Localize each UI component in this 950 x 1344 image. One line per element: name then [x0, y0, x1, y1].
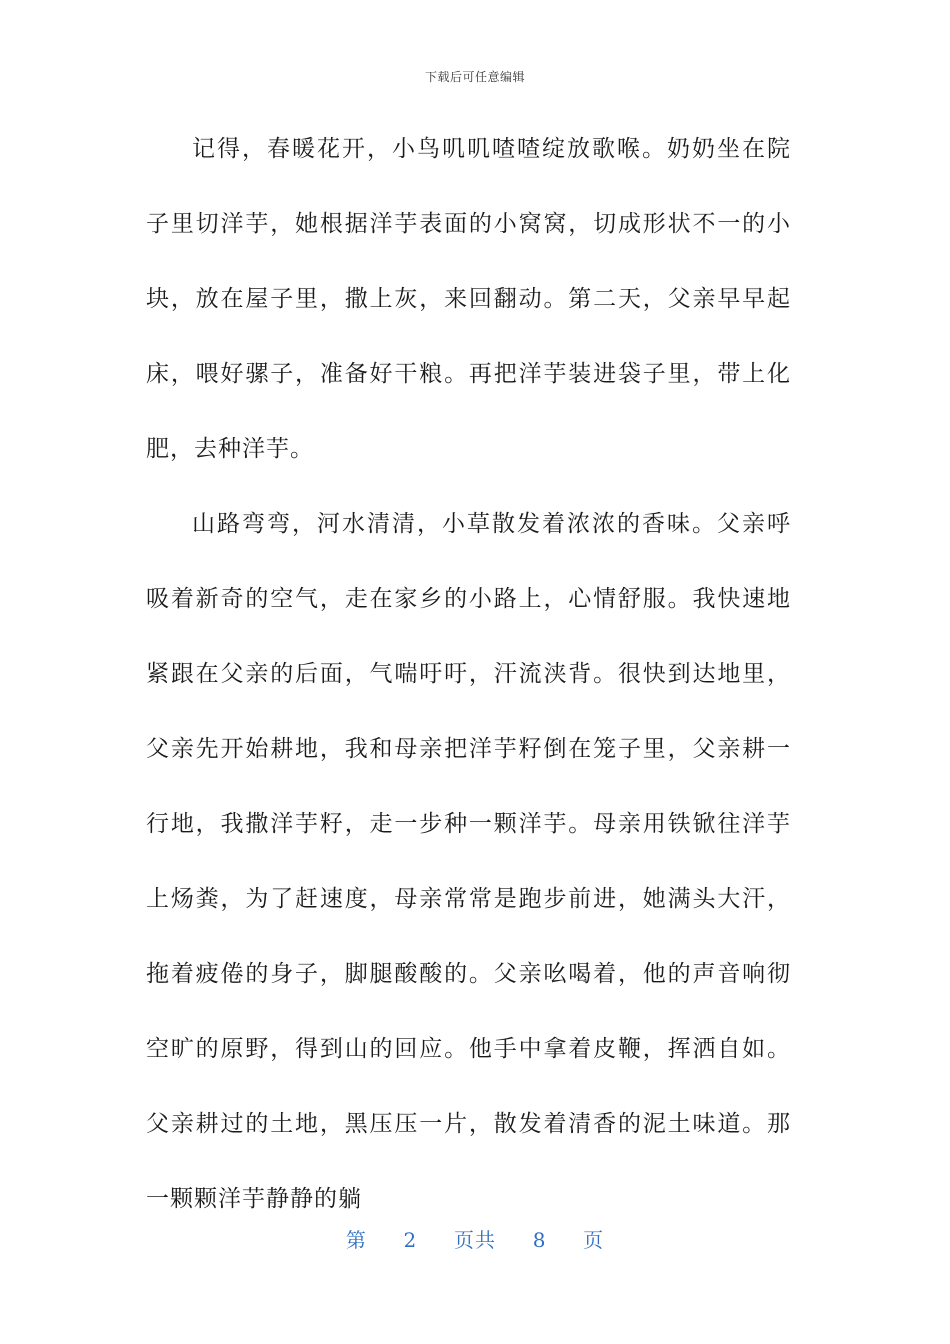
- footer-total-pages: 8: [532, 1228, 547, 1252]
- page-header: 下载后可任意编辑: [424, 70, 525, 84]
- paragraph-2: 山路弯弯，河水清清，小草散发着浓浓的香味。父亲呼吸着新奇的空气，走在家乡的小路上，心情舒服。我快速地紧跟在父亲的后面，气喘吁吁，汗流浃背。很快到达地里，父亲先开始耕地，我和母亲把洋芋籽倒在笼子里，父亲耕一行地，我撒洋芋籽，走一步种一颗洋芋。母亲用铁锨往洋芋上炀粪，为了赶速度，母亲常常是跑步前进，她满头大汗，拖着疲倦的身子，脚腿酸酸的。父亲吆喝着，他的声音响彻空旷的原野，得到山的回应。他手中拿着皮鞭，挥洒自如。父亲耕过的土地，黑压压一片，散发着清香的泥土味道。那一颗颗洋芋静静的躺: [146, 511, 791, 1212]
- paragraph-1: 记得，春暖花开，小鸟叽叽喳喳绽放歌喉。奶奶坐在院子里切洋芋，她根据洋芋表面的小窝窝，切成形状不一的小块，放在屋子里，撒上灰，来回翻动。第二天，父亲早早起床，喂好骡子，准备好干粮。再把洋芋装进袋子里，带上化肥，去种洋芋。: [146, 136, 791, 462]
- footer-prefix: 第: [345, 1228, 367, 1252]
- footer-current-page: 2: [403, 1228, 418, 1252]
- page-footer: [0, 1224, 950, 1253]
- footer-suffix: 页: [583, 1228, 605, 1252]
- footer-middle: 页共: [454, 1228, 496, 1252]
- document-body: [146, 112, 791, 1237]
